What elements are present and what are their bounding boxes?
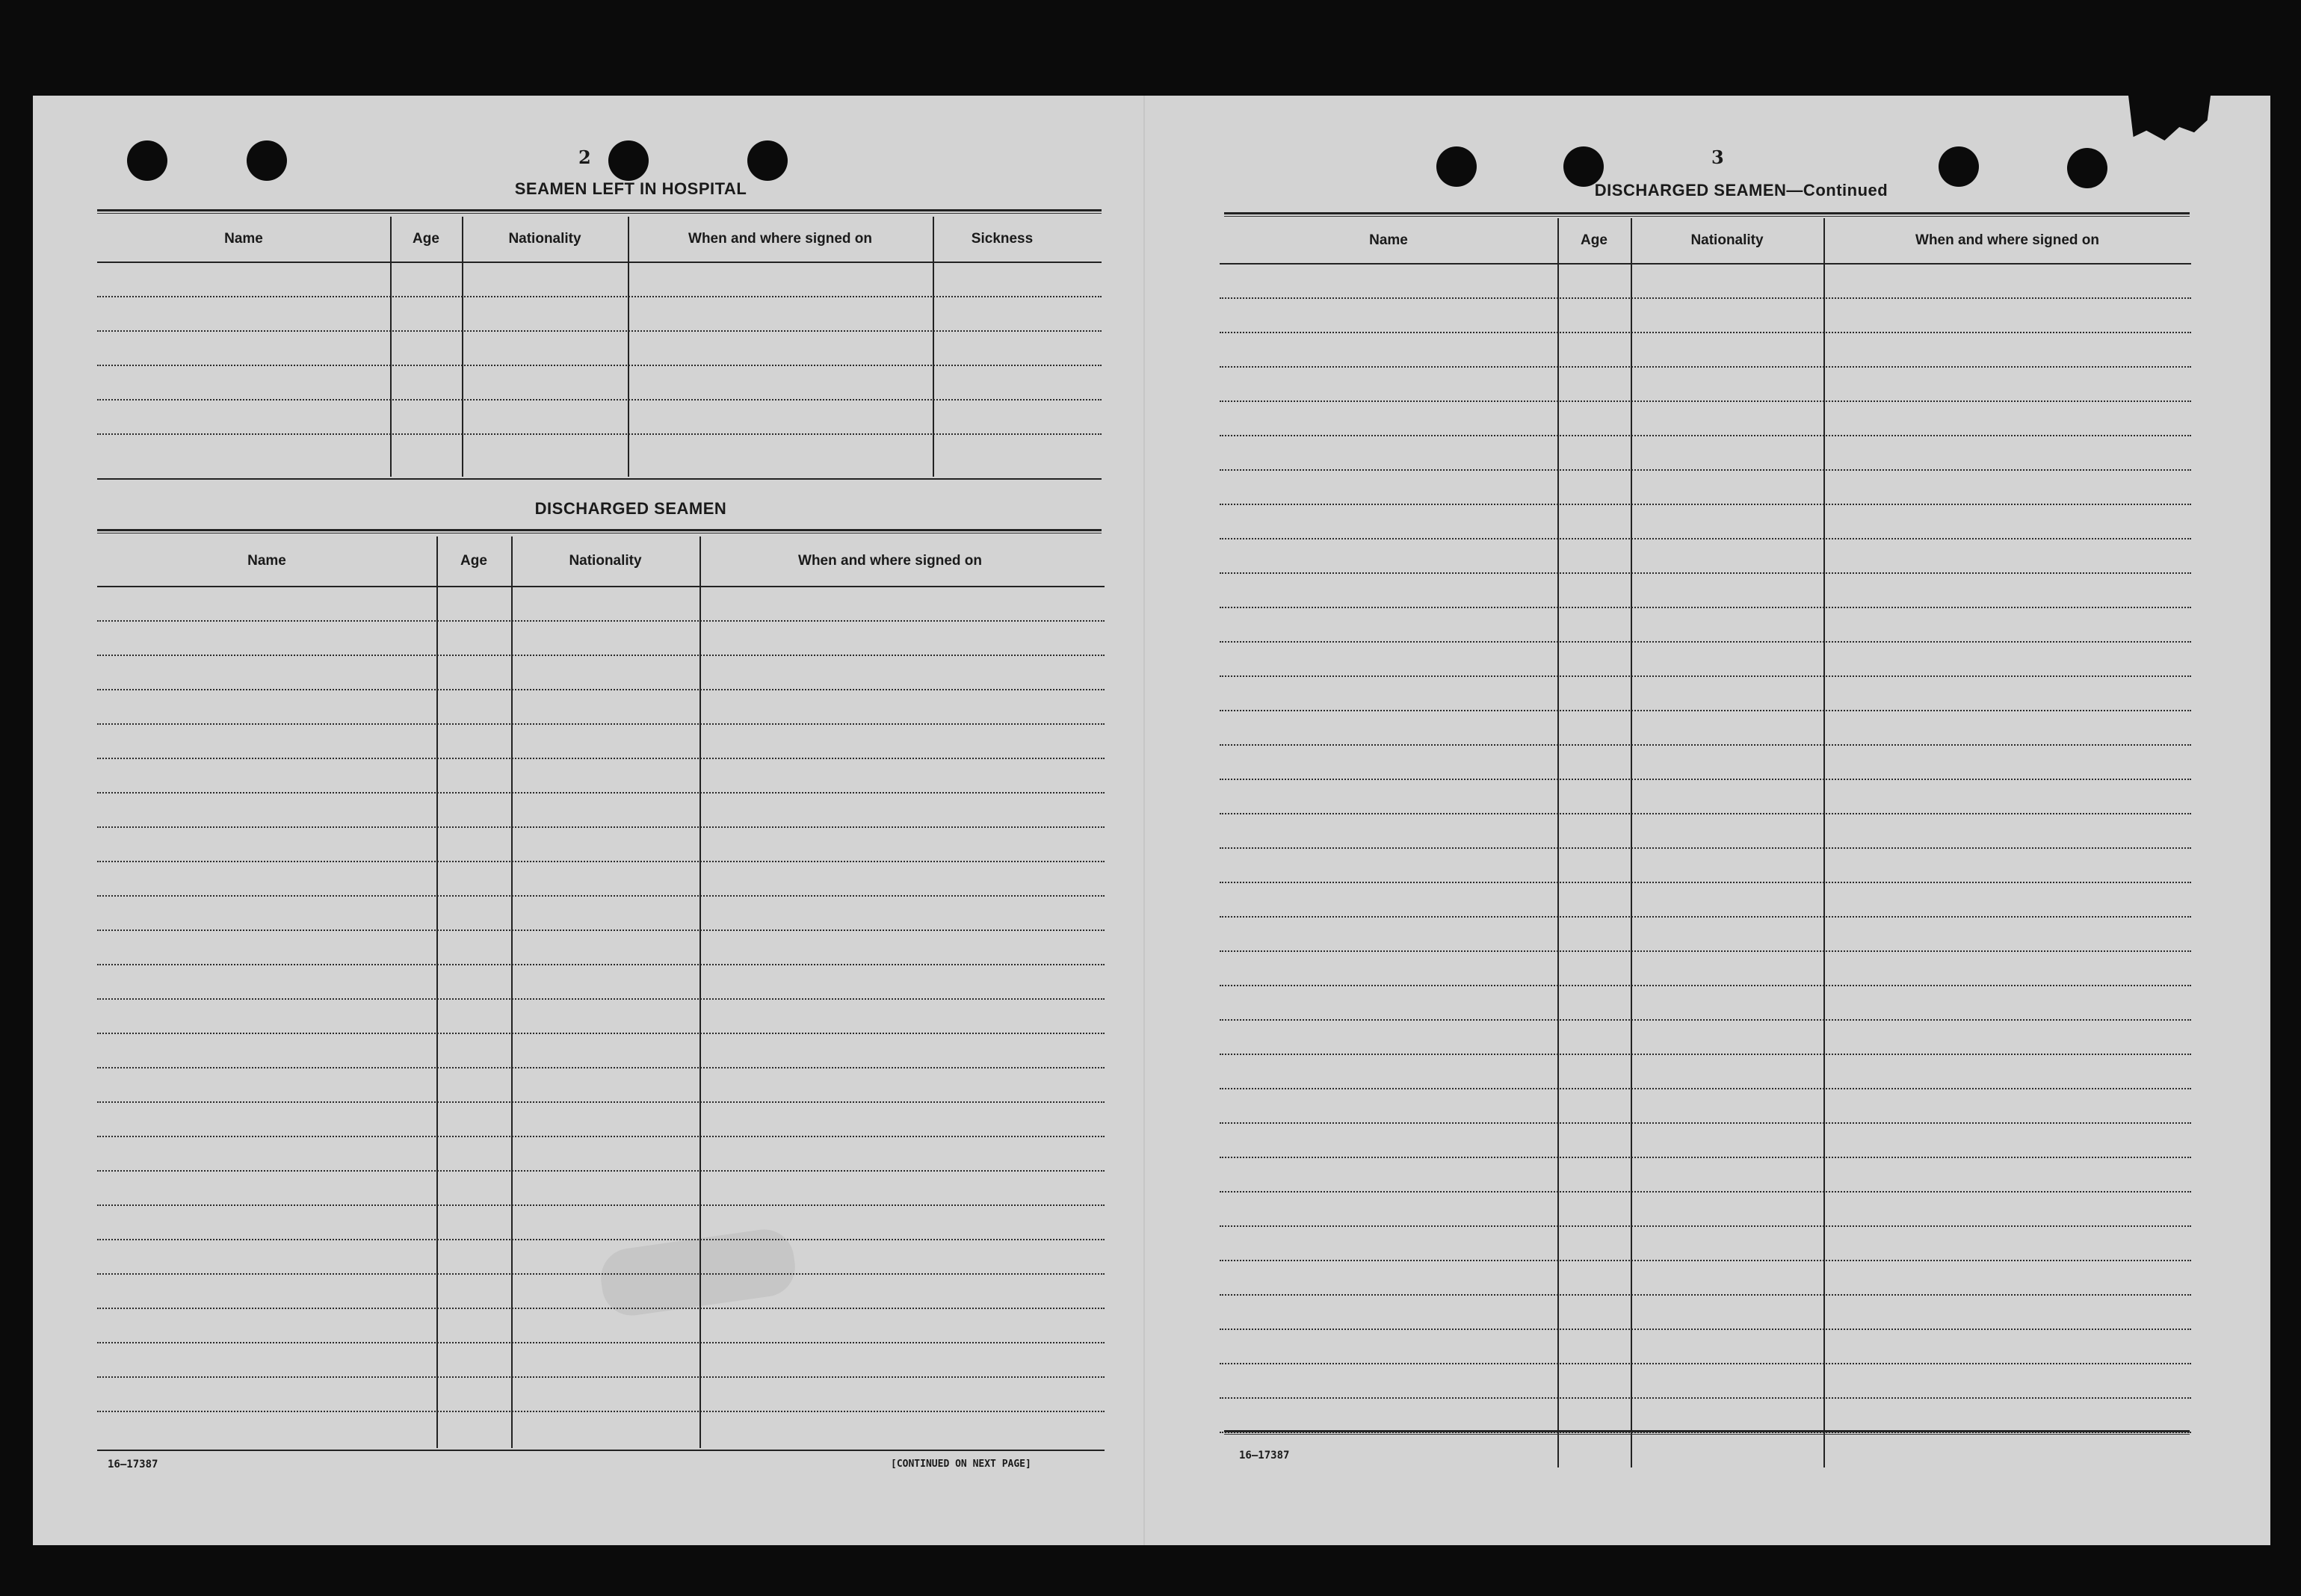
form-number-right: 16—17387: [1239, 1450, 1290, 1462]
row-line: [1220, 813, 2191, 814]
row-line: [1220, 332, 2191, 333]
row-line: [97, 1239, 1105, 1240]
section-title-hospital: SEAMEN LEFT IN HOSPITAL: [514, 179, 747, 198]
double-rule: [1224, 212, 2190, 217]
row-line: [97, 620, 1105, 622]
row-line: [1220, 607, 2191, 608]
row-line: [97, 1273, 1105, 1275]
col-age: Age: [413, 231, 439, 247]
row-line: [1220, 1260, 2191, 1261]
row-line: [1220, 1225, 2191, 1227]
table-rows: [97, 217, 1102, 477]
page-number-right: 3: [1711, 146, 1724, 168]
row-line: [97, 998, 1105, 1000]
row-line: [97, 826, 1105, 828]
punch-hole: [1436, 146, 1477, 187]
col-nationality: Nationality: [569, 553, 642, 569]
row-line: [97, 723, 1105, 725]
punch-hole: [127, 140, 167, 181]
row-line: [97, 1033, 1105, 1034]
row-line: [1220, 469, 2191, 471]
row-line: [97, 1342, 1105, 1343]
row-line: [97, 330, 1102, 332]
row-line: [97, 1204, 1105, 1206]
row-line: [97, 792, 1105, 794]
double-rule: [1224, 1430, 2190, 1435]
row-line: [1220, 950, 2191, 952]
row-line: [1220, 779, 2191, 780]
col-name: Name: [247, 553, 286, 569]
continued-note: [CONTINUED ON NEXT PAGE]: [891, 1459, 1031, 1470]
row-line: [97, 1067, 1105, 1068]
punch-hole: [247, 140, 287, 181]
row-line: [1220, 538, 2191, 539]
row-line: [97, 433, 1102, 435]
col-age: Age: [460, 553, 487, 569]
discharged-table: [97, 536, 1105, 1448]
table-bottom-rule: [97, 1450, 1105, 1451]
col-signed-on: When and where signed on: [1915, 232, 2099, 248]
row-line: [97, 861, 1105, 862]
table-bottom-rule: [97, 478, 1102, 480]
form-number-left: 16—17387: [108, 1459, 158, 1470]
row-line: [1220, 641, 2191, 643]
col-name: Name: [1369, 232, 1408, 248]
form-sheet: [33, 96, 2270, 1545]
hospital-table: [97, 217, 1102, 477]
row-line: [1220, 1122, 2191, 1124]
punch-hole: [747, 140, 788, 181]
row-line: [1220, 400, 2191, 402]
row-line: [97, 1136, 1105, 1137]
col-nationality: Nationality: [508, 231, 581, 247]
col-signed-on: When and where signed on: [798, 553, 982, 569]
section-title-discharged: DISCHARGED SEAMEN: [534, 499, 727, 518]
row-line: [1220, 572, 2191, 574]
row-line: [1220, 882, 2191, 883]
row-line: [1220, 366, 2191, 368]
row-line: [1220, 985, 2191, 986]
row-line: [1220, 1363, 2191, 1364]
center-fold: [1143, 96, 1145, 1545]
row-line: [1220, 1397, 2191, 1399]
row-line: [1220, 1294, 2191, 1296]
table-rows: [1220, 218, 2191, 1467]
row-line: [97, 1411, 1105, 1412]
punch-hole: [2067, 148, 2107, 188]
torn-corner: [2128, 96, 2211, 140]
row-line: [97, 1308, 1105, 1309]
row-line: [1220, 504, 2191, 505]
discharged-continued-table: [1220, 218, 2191, 1467]
row-line: [97, 1101, 1105, 1103]
row-line: [97, 1376, 1105, 1378]
row-line: [1220, 916, 2191, 918]
row-line: [1220, 675, 2191, 677]
col-nationality: Nationality: [1690, 232, 1764, 248]
row-line: [1220, 297, 2191, 299]
col-signed-on: When and where signed on: [688, 231, 872, 247]
row-line: [97, 655, 1105, 656]
row-line: [1220, 1088, 2191, 1089]
row-line: [1220, 1191, 2191, 1193]
row-line: [97, 758, 1105, 759]
row-line: [1220, 710, 2191, 711]
row-line: [97, 399, 1102, 400]
table-rows: [97, 536, 1105, 1448]
row-line: [97, 964, 1105, 965]
row-line: [97, 930, 1105, 931]
row-line: [97, 365, 1102, 366]
row-line: [97, 895, 1105, 897]
double-rule: [97, 529, 1102, 533]
row-line: [1220, 1019, 2191, 1021]
row-line: [1220, 1329, 2191, 1330]
double-rule: [97, 209, 1102, 214]
row-line: [97, 689, 1105, 690]
row-line: [1220, 744, 2191, 746]
section-title-discharged-continued: DISCHARGED SEAMEN—Continued: [1594, 181, 1888, 200]
row-line: [97, 296, 1102, 297]
page-number-left: 2: [578, 146, 591, 168]
col-age: Age: [1581, 232, 1607, 248]
row-line: [1220, 1054, 2191, 1055]
row-line: [1220, 847, 2191, 849]
col-name: Name: [224, 231, 263, 247]
col-sickness: Sickness: [971, 231, 1034, 247]
row-line: [97, 1170, 1105, 1172]
row-line: [1220, 1157, 2191, 1158]
row-line: [1220, 435, 2191, 436]
punch-hole: [608, 140, 649, 181]
